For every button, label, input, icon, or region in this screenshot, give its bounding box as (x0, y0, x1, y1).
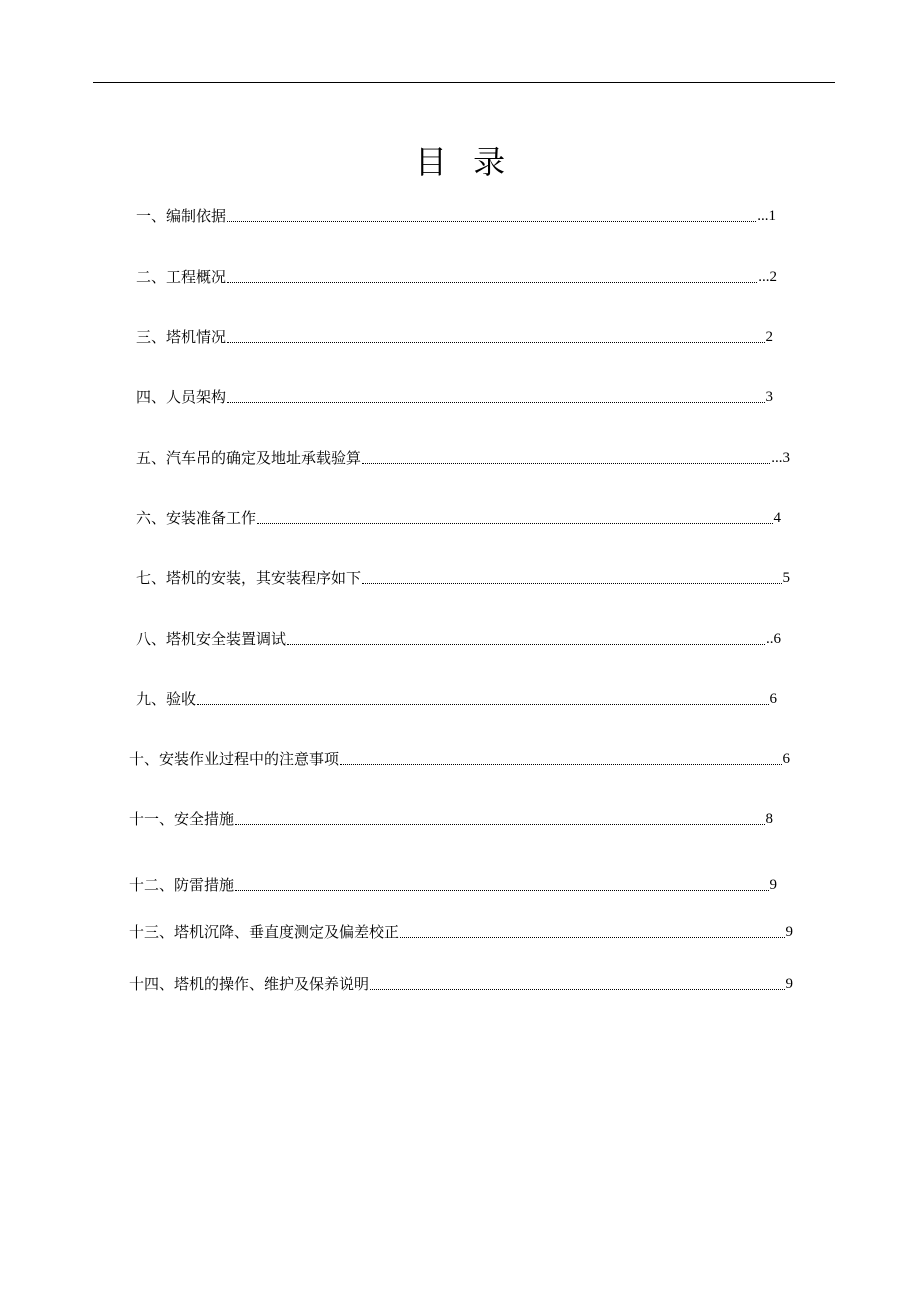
toc-entry-page: 6 (782, 751, 790, 767)
toc-entry-label: 七、塔机的安装，其安装程序如下 (136, 569, 362, 587)
toc-entry-page: 4 (773, 510, 781, 526)
toc-entry-page: 6 (769, 691, 777, 707)
toc-title-char-2: 录 (473, 143, 506, 181)
toc-entry-2[interactable] (136, 263, 777, 287)
dot-leader (227, 342, 764, 343)
toc-entry-3[interactable] (136, 323, 773, 347)
toc-entry-page: ...3 (771, 450, 790, 466)
toc-entry-label: 十一、安全措施 (129, 810, 235, 828)
dot-leader (400, 937, 784, 938)
toc-entry-label: 四、人员架构 (136, 388, 227, 406)
toc-entry-page: 2 (765, 329, 773, 345)
toc-entry-label: 六、安装准备工作 (136, 509, 257, 527)
toc-entry-7[interactable] (136, 564, 790, 588)
toc-entry-5[interactable] (136, 444, 790, 468)
toc-entry-page: ...2 (758, 269, 777, 285)
header-rule (93, 82, 835, 83)
toc-entry-9[interactable] (136, 685, 777, 709)
toc-entry-label: 一、编制依据 (136, 207, 227, 225)
toc-entry-page: 8 (765, 811, 773, 827)
dot-leader (235, 890, 768, 891)
toc-entry-label: 十三、塔机沉降、垂直度测定及偏差校正 (129, 923, 400, 941)
dot-leader (257, 523, 772, 524)
toc-entry-page: ...1 (757, 208, 776, 224)
toc-entry-label: 十、安装作业过程中的注意事项 (129, 750, 340, 768)
toc-entry-page: 9 (769, 877, 777, 893)
toc-entry-page: ..6 (766, 631, 781, 647)
toc-entry-label: 五、汽车吊的确定及地址承载验算 (136, 449, 362, 467)
toc-title-char-1: 目 (414, 143, 447, 181)
toc-entry-10[interactable] (129, 745, 790, 769)
toc-entry-page: 9 (785, 924, 793, 940)
dot-leader (362, 463, 770, 464)
dot-leader (370, 989, 784, 990)
toc-entry-4[interactable] (136, 383, 773, 407)
toc-entry-page: 5 (782, 570, 790, 586)
dot-leader (197, 704, 768, 705)
dot-leader (287, 644, 765, 645)
dot-leader (340, 764, 781, 765)
toc-entry-label: 八、塔机安全装置调试 (136, 630, 287, 648)
dot-leader (227, 282, 757, 283)
toc-entry-14[interactable] (129, 970, 793, 994)
dot-leader (362, 583, 781, 584)
toc-entry-page: 3 (765, 389, 773, 405)
toc-entry-13[interactable] (129, 918, 793, 942)
toc-entry-1[interactable] (136, 202, 776, 226)
dot-leader (235, 824, 764, 825)
toc-entry-label: 三、塔机情况 (136, 328, 227, 346)
toc-entry-page: 9 (785, 976, 793, 992)
toc-entry-6[interactable] (136, 504, 781, 528)
toc-entry-label: 十二、防雷措施 (129, 876, 235, 894)
toc-entry-label: 九、验收 (136, 690, 197, 708)
toc-entry-label: 十四、塔机的操作、维护及保养说明 (129, 975, 370, 993)
dot-leader (227, 402, 764, 403)
toc-entry-label: 二、工程概况 (136, 268, 227, 286)
dot-leader (227, 221, 756, 222)
toc-entry-11[interactable] (129, 805, 773, 829)
toc-entry-12[interactable] (129, 871, 777, 895)
toc-title (0, 138, 920, 186)
toc-entry-8[interactable] (136, 625, 781, 649)
